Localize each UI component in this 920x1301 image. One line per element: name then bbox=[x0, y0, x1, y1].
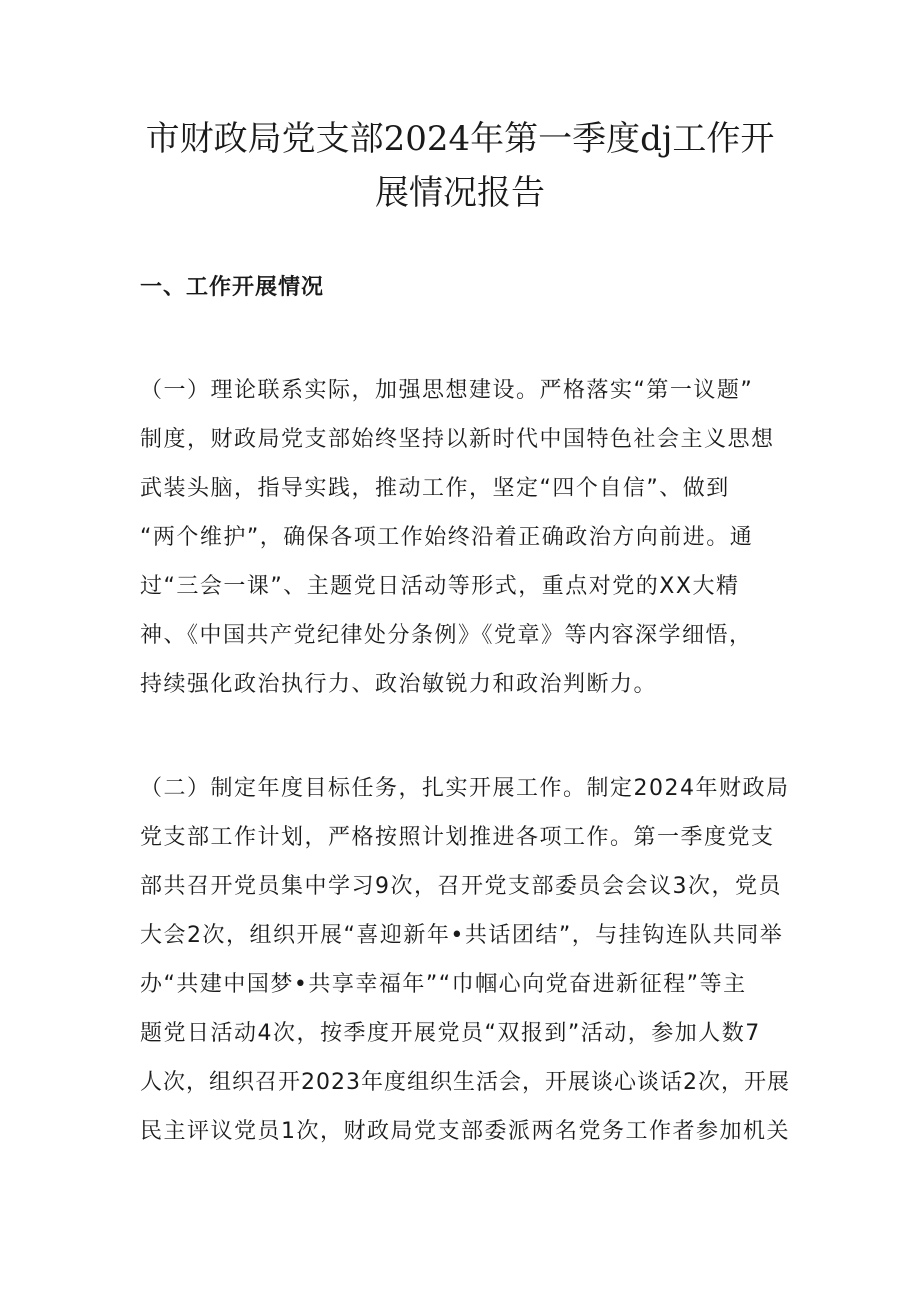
title-line-2: 展情况报告 bbox=[375, 173, 545, 213]
paragraph-2 bbox=[140, 764, 790, 1156]
paragraph-line: 人次，组织召开2023年度组织生活会，开展谈心谈话2次，开展 bbox=[140, 1070, 790, 1095]
paragraph-line: 制度，财政局党支部始终坚持以新时代中国特色社会主义思想 bbox=[140, 427, 775, 452]
paragraph-line: 题党日活动4次，按季度开展党员“双报到”活动，参加人数7 bbox=[140, 1021, 761, 1046]
paragraph-line: 过“三会一课”、主题党日活动等形式，重点对党的XX大精 bbox=[140, 574, 740, 599]
paragraph-line: （二）制定年度目标任务，扎实开展工作。制定2024年财政局 bbox=[140, 776, 790, 801]
paragraph-line: 持续强化政治执行力、政治敏锐力和政治判断力。 bbox=[140, 672, 658, 697]
document-title bbox=[140, 112, 780, 220]
paragraph-1 bbox=[140, 366, 785, 709]
paragraph-line: 党支部工作计划，严格按照计划推进各项工作。第一季度党支 bbox=[140, 825, 775, 850]
title-line-1: 市财政局党支部2024年第一季度dj工作开 bbox=[145, 119, 775, 159]
paragraph-line: 神、《中国共产党纪律处分条例》《党章》等内容深学细悟， bbox=[140, 623, 753, 648]
paragraph-line: 部共召开党员集中学习9次，召开党支部委员会会议3次，党员 bbox=[140, 874, 782, 899]
paragraph-line: （一）理论联系实际，加强思想建设。严格落实“第一议题” bbox=[140, 378, 754, 403]
paragraph-line: 武装头脑，指导实践，推动工作，坚定“四个自信”、做到 bbox=[140, 476, 730, 501]
paragraph-line: “两个维护”，确保各项工作始终沿着正确政治方向前进。通 bbox=[140, 525, 754, 550]
paragraph-line: 办“共建中国梦•共享幸福年”“巾帼心向党奋进新征程”等主 bbox=[140, 972, 747, 997]
paragraph-line: 大会2次，组织开展“喜迎新年•共话团结”，与挂钩连队共同举 bbox=[140, 923, 784, 948]
paragraph-line: 民主评议党员1次，财政局党支部委派两名党务工作者参加机关 bbox=[140, 1119, 790, 1144]
section-heading: 一、工作开展情况 bbox=[140, 275, 325, 300]
